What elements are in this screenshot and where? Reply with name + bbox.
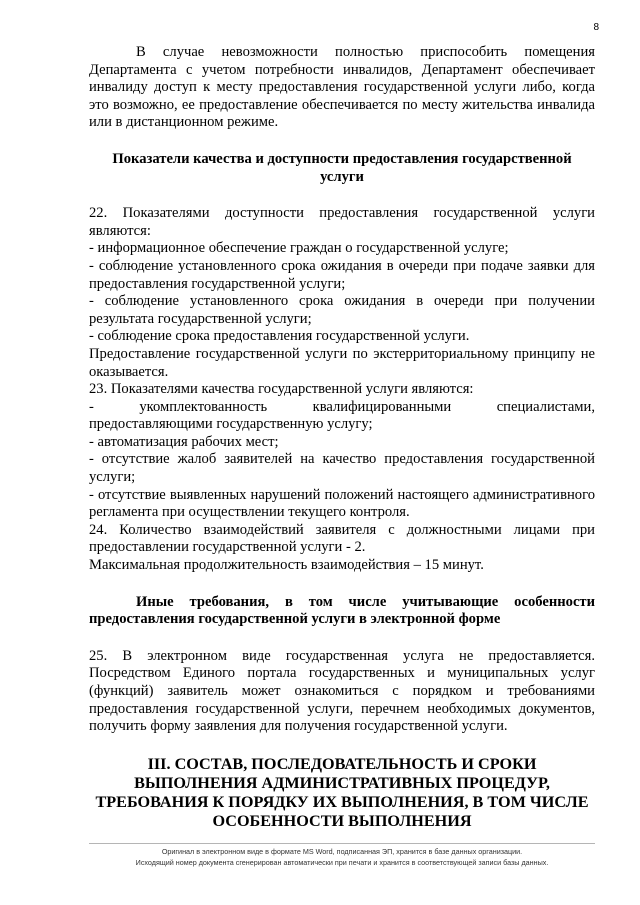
paragraph-22-intro: 22. Показателями доступности предоставления государственной услуги являются: [89, 205, 595, 239]
list-item: - соблюдение установленного срока ожидания в очереди при подаче заявки для предоставления государственной услуги; [89, 257, 595, 292]
list-item: - соблюдение установленного срока ожидания в очереди при получении результата государственной услуги; [89, 293, 595, 327]
list-item: - отсутствие жалоб заявителей на качество предоставления государственной услуги; [89, 451, 595, 486]
list-item: - соблюдение срока предоставления государственной услуги. [89, 328, 470, 345]
paragraph-24-max-duration: Максимальная продолжительность взаимодействия – 15 минут. [89, 557, 484, 574]
heading-section-3: III. СОСТАВ, ПОСЛЕДОВАТЕЛЬНОСТЬ И СРОКИ ВЫПОЛНЕНИЯ АДМИНИСТРАТИВНЫХ ПРОЦЕДУР, ТРЕБОВАНИЯ К ПОРЯДКУ ИХ ВЫПОЛНЕНИЯ, В ТОМ ЧИСЛЕ ОСОБЕННОСТИ ВЫПОЛНЕНИЯ [95, 754, 589, 830]
list-item: - автоматизация рабочих мест; [89, 433, 279, 450]
paragraph-23-intro: 23. Показателями качества государственной услуги являются: [89, 381, 474, 398]
page-footer [89, 847, 595, 868]
list-item: - информационное обеспечение граждан о государственной услуге; [89, 240, 509, 257]
heading-quality-indicators: Показатели качества и доступности предоставления государственной услуги [112, 150, 572, 185]
heading-other-requirements: Иные требования, в том числе учитывающие особенности предоставления государственной услуги в электронной форме [89, 593, 595, 628]
paragraph-intro: В случае невозможности полностью приспособить помещения Департамента с учетом потребности инвалидов, Департамент обеспечивает инвалиду доступ к месту предоставления государственной услуги либо, когда это возможно, ее предоставление обеспечивается по месту жительства инвалида или в дистанционном режиме. [89, 44, 595, 131]
footer-line-2: Исходящий номер документа сгенерирован автоматически при печати и хранится в соответствующей записи базы данных. [135, 857, 549, 867]
page-number: 8 [593, 22, 599, 33]
document-body [89, 44, 595, 831]
footer-line-1: Оригинал в электронном виде в формате MS Word, подписанная ЭП, хранится в базе данных организации. [161, 847, 523, 856]
list-item: - отсутствие выявленных нарушений положений настоящего административного регламента при осуществлении текущего контроля. [89, 486, 595, 521]
paragraph-22-extraterritorial: Предоставление государственной услуги по экстерриториальному принципу не оказывается. [89, 345, 595, 380]
paragraph-25: 25. В электронном виде государственная услуга не предоставляется. Посредством Единого портала государственных и муниципальных услуг (функций) заявитель может ознакомиться с порядком и требованиями предоставления государственной услуги, перечнем необходимых документов, получить форму заявления для получения государственной услуги. [89, 647, 595, 735]
footer-divider [89, 843, 595, 844]
list-item: - укомплектованность квалифицированными специалистами, предоставляющими государственную услугу; [89, 398, 595, 433]
paragraph-24: 24. Количество взаимодействий заявителя с должностными лицами при предоставлении государственной услуги - 2. [89, 521, 595, 556]
